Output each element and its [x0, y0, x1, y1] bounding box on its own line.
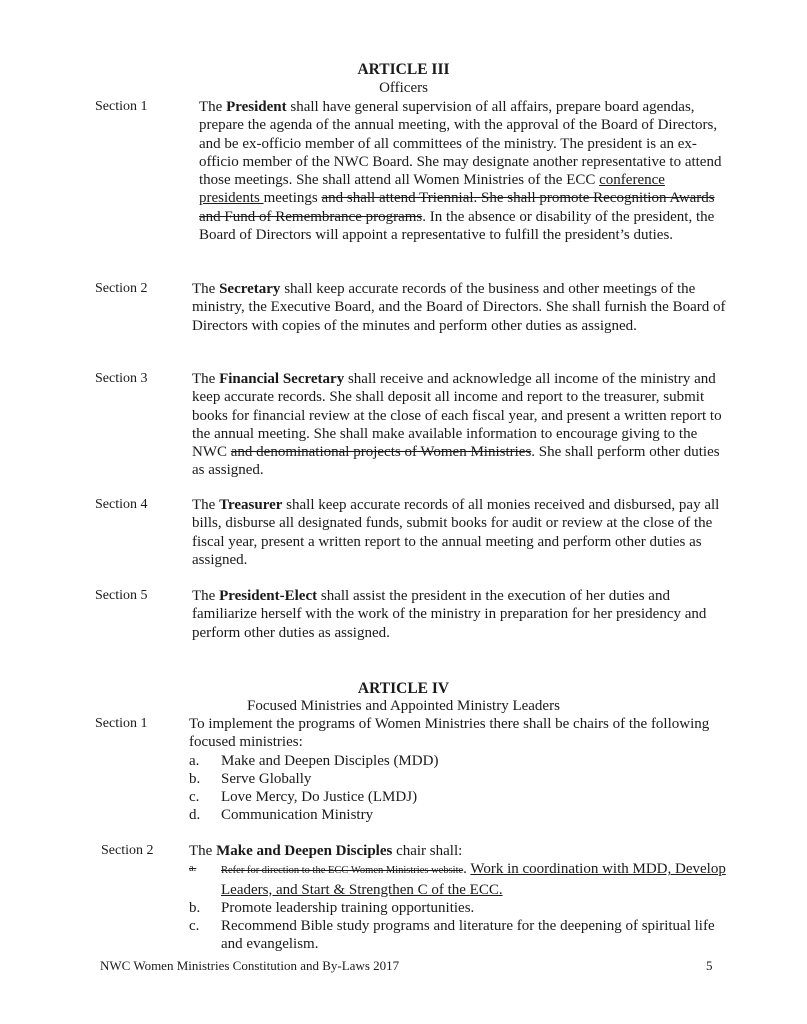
bold-text-run: President: [226, 99, 287, 115]
article-3-section-1-label: Section 1: [95, 99, 148, 114]
mdd-chair-list: [189, 860, 729, 953]
focused-ministries-block: [189, 715, 729, 825]
text-run: meetings: [263, 190, 322, 207]
president-elect-paragraph: [192, 587, 727, 642]
article-4-section-1-label: Section 1: [95, 716, 148, 731]
strike-text-run: and denominational projects of Women Ministries: [230, 444, 532, 461]
bold-text-run: Treasurer: [219, 497, 283, 513]
president-paragraph: [199, 98, 729, 244]
list-item: a. Refer for direction to the ECC Women Ministries website. Work in coordination with MDD, Develop Leaders, and Start & Strengthen C of the ECC.: [189, 861, 726, 898]
text-run: The: [192, 281, 220, 297]
mdd-chair-block: [189, 842, 729, 954]
article-3-section-4-label: Section 4: [95, 497, 148, 512]
article-4-section-2-label: Section 2: [101, 843, 154, 858]
list-item: c. Recommend Bible study programs and literature for the deepening of spiritual life and evangelism.: [189, 918, 715, 953]
mdd-chair-intro: The Make and Deepen Disciples chair shall:: [189, 843, 463, 859]
article-4-title: ARTICLE IV: [357, 680, 450, 697]
text-run: shall have general supervision of all affairs, prepare board agendas, prepare the agenda of the annual meeting, with the approval of the Board of Directors, and be ex-officio member of all committees of the ministry. The president is an ex-officio member of the NWC Board. She may designate another representative to attend those meetings. She shall attend all Women Ministries of the ECC: [199, 99, 722, 189]
footer-title: NWC Women Ministries Constitution and By-Laws 2017: [100, 958, 400, 973]
text-run: . In the absence or disability of the president, the Board of Directors will appoint a representative to fulfill the president’s duties.: [199, 208, 715, 244]
secretary-paragraph: [192, 280, 727, 335]
article-3-section-2-label: Section 2: [95, 281, 148, 296]
strike-text-run: and shall attend Triennial. She shall promote Recognition Awards and Fund of Remembrance programs: [199, 190, 715, 225]
article-3-title: ARTICLE III: [357, 61, 450, 78]
text-run: shall keep accurate records of all monies received and disbursed, pay all bills, disburse all designated funds, submit books for audit or review at the close of the fiscal year, present a written report to the annual meeting and perform other duties as assigned.: [192, 497, 720, 568]
bold-text-run: President-Elect: [219, 588, 318, 604]
focused-ministries-list: [189, 752, 729, 825]
text-run: The: [192, 497, 220, 513]
treasurer-paragraph: [192, 496, 727, 569]
bold-text-run: Secretary: [219, 281, 281, 297]
article-4-subtitle: Focused Ministries and Appointed Ministry Leaders: [247, 698, 560, 714]
financial-secretary-paragraph: [192, 370, 727, 480]
bold-text-run: Financial Secretary: [219, 371, 345, 387]
list-item: b. Promote leadership training opportunities.: [189, 899, 475, 916]
text-run: shall assist the president in the execution of her duties and familiarize herself with the work of the ministry in preparation for her presidency and perform other duties as assigned.: [192, 588, 707, 641]
article-3-subtitle: Officers: [379, 80, 428, 96]
text-run: shall receive and acknowledge all income of the ministry and keep accurate records. She shall deposit all income and report to the treasurer, submit books for financial review at the close of each fiscal year, and present a written report to the annual meeting. She shall make available information to encourage giving to the NWC: [192, 371, 722, 461]
text-run: The: [192, 588, 220, 604]
list-item: d. Communication Ministry: [189, 807, 374, 824]
list-item: c. Love Mercy, Do Justice (LMDJ): [189, 789, 418, 806]
list-item: b. Serve Globally: [189, 770, 312, 787]
list-item: a. Make and Deepen Disciples (MDD): [189, 752, 439, 769]
text-run: shall keep accurate records of the business and other meetings of the ministry, the Executive Board, and the Board of Directors. She shall furnish the Board of Directors with copies of the minutes and perform other duties as assigned.: [192, 281, 726, 334]
underline-text-run: conference presidents: [199, 172, 665, 207]
page-number: 5: [706, 958, 713, 973]
text-run: The: [199, 99, 227, 115]
text-run: The: [192, 371, 220, 387]
text-run: . She shall perform other duties as assigned.: [192, 444, 720, 479]
article-3-section-5-label: Section 5: [95, 588, 148, 603]
article-3-section-3-label: Section 3: [95, 371, 148, 386]
focused-ministries-intro: To implement the programs of Women Ministries there shall be chairs of the following focused ministries:: [189, 716, 710, 751]
